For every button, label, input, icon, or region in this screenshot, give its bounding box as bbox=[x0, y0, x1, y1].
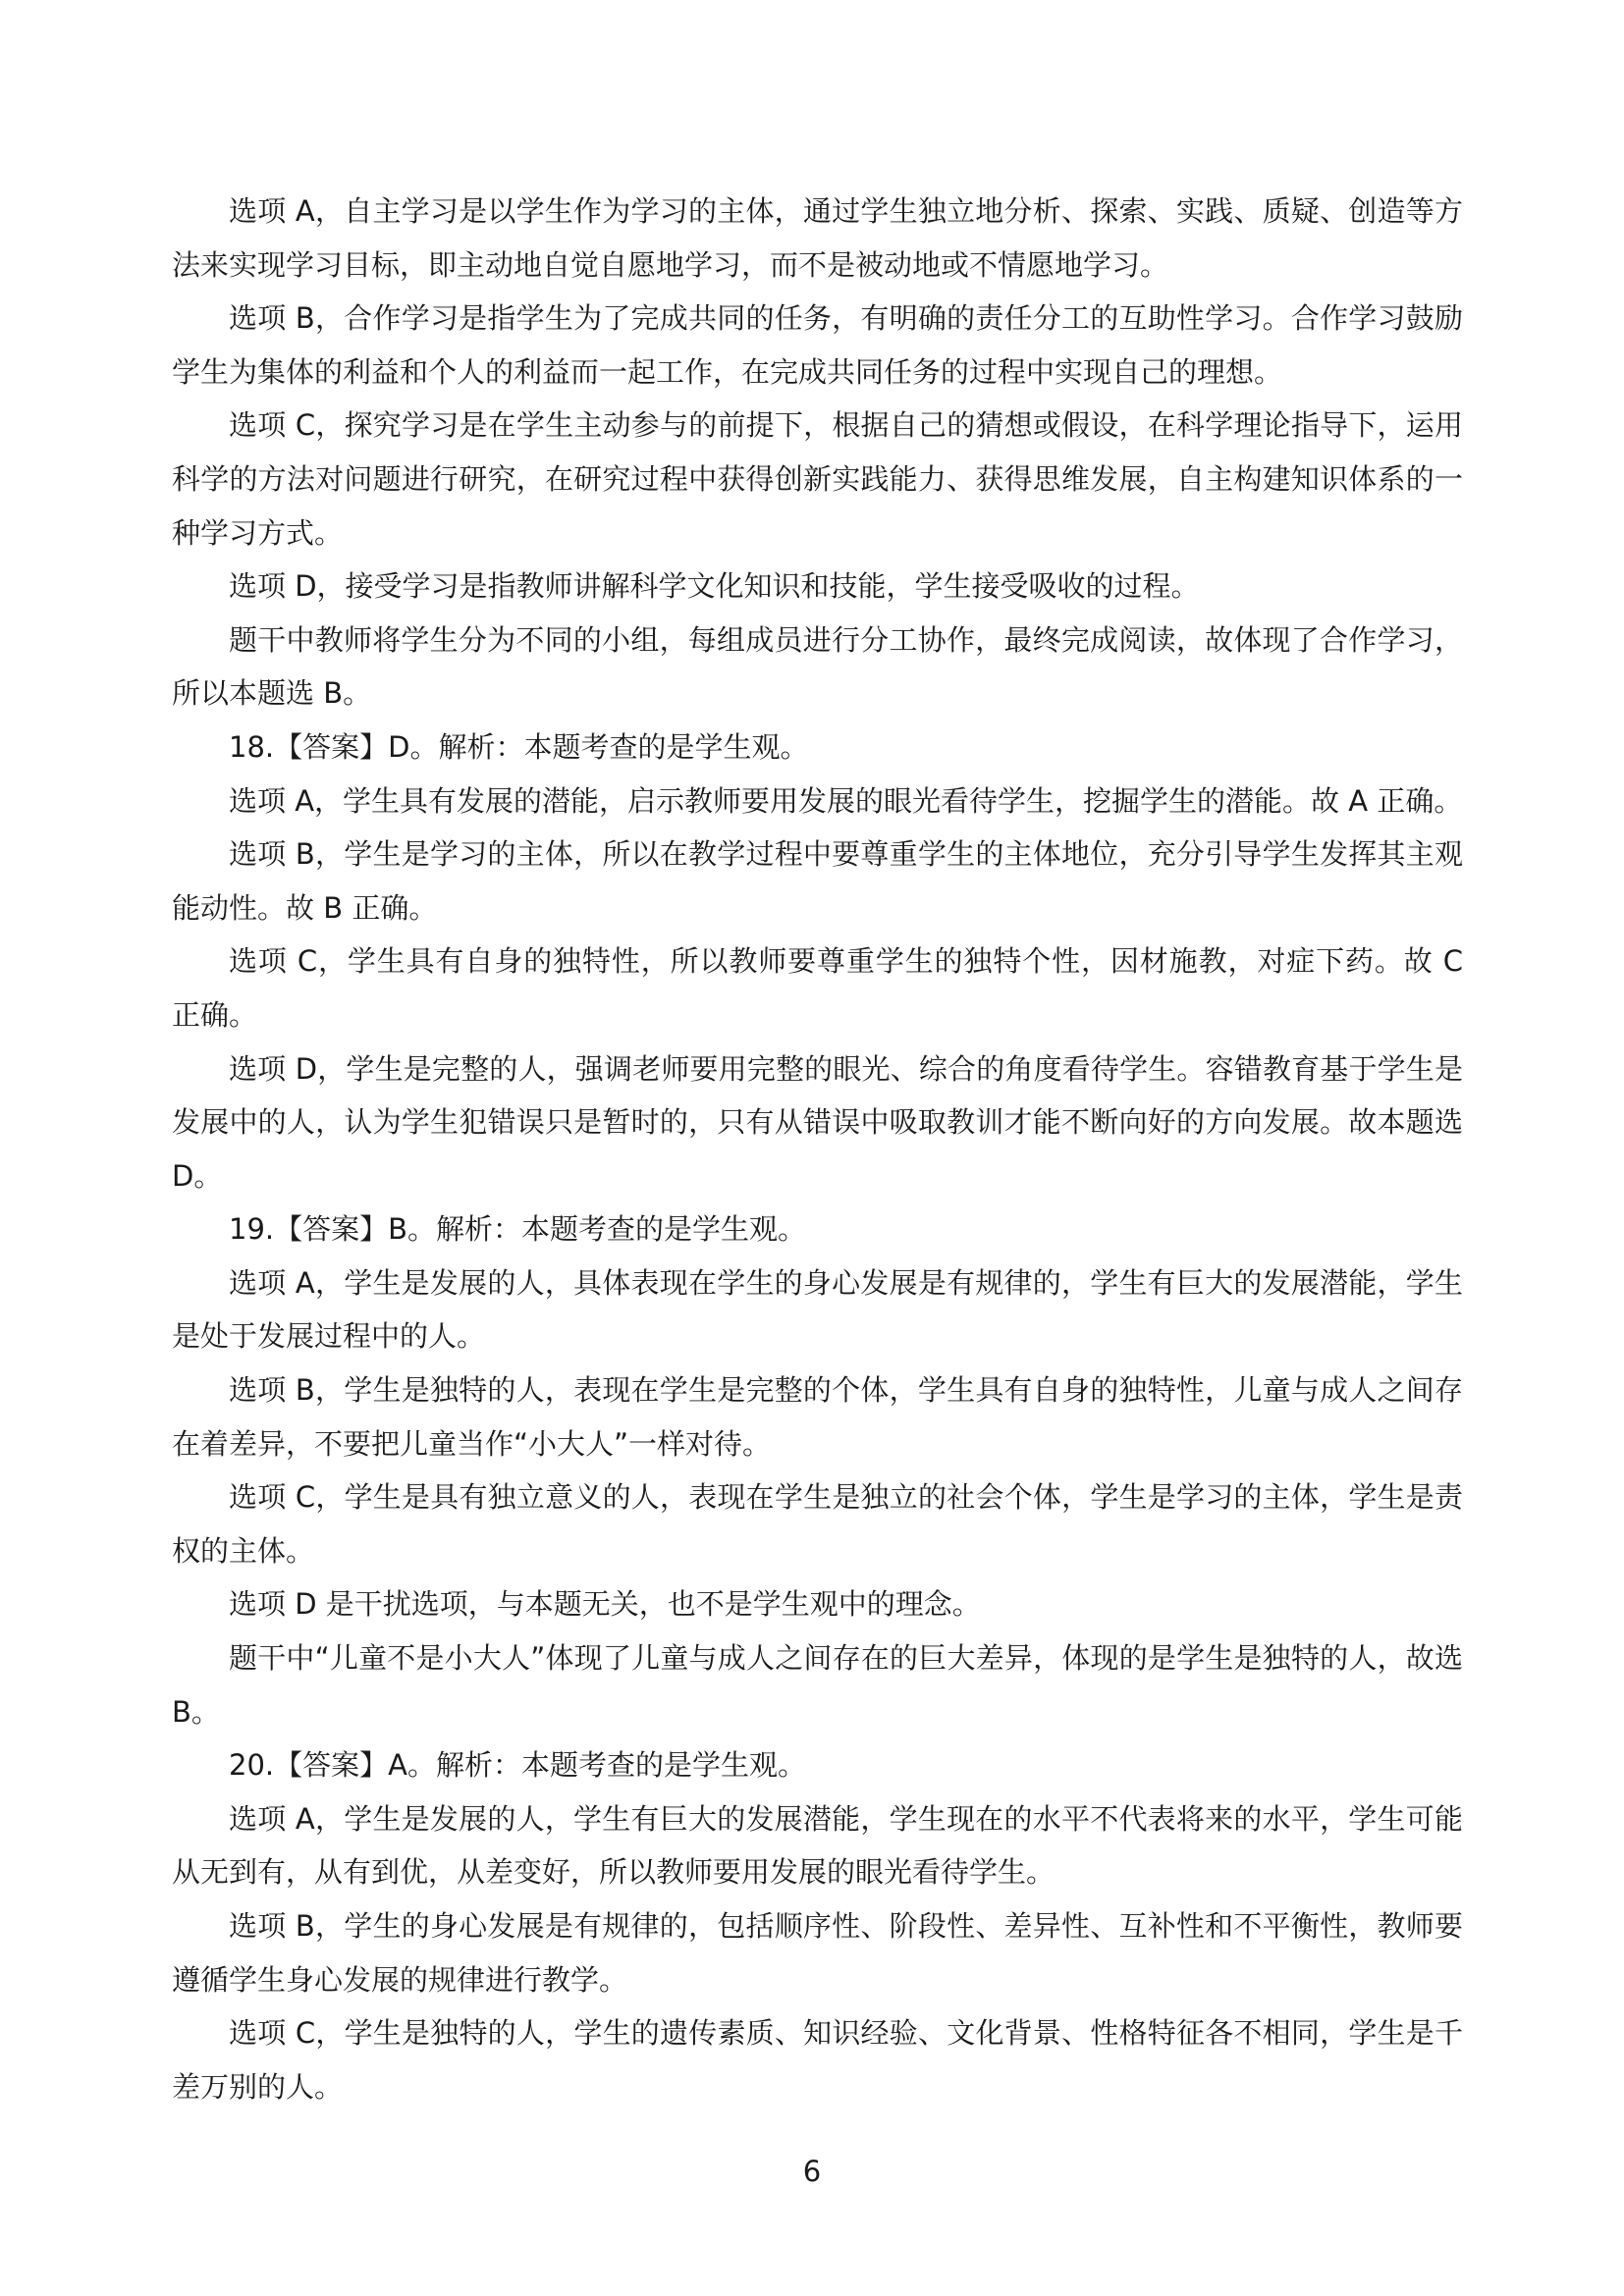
paragraph: 选项 B，学生的身心发展是有规律的，包括顺序性、阶段性、差异性、互补性和不平衡性，教师要遵循学生身心发展的规律进行教学。 bbox=[172, 1909, 1463, 1997]
paragraph: 选项 B，学生是独特的人，表现在学生是完整的个体，学生具有自身的独特性，儿童与成人之间存在着差异，不要把儿童当作“小大人”一样对待。 bbox=[172, 1373, 1463, 1461]
paragraph: 选项 A，自主学习是以学生作为学习的主体，通过学生独立地分析、探索、实践、质疑、创造等方法来实现学习目标，即主动地自觉自愿地学习，而不是被动地或不情愿地学习。 bbox=[172, 194, 1463, 282]
paragraph: 选项 D 是干扰选项，与本题无关，也不是学生观中的理念。 bbox=[229, 1587, 981, 1622]
paragraph: 题干中“儿童不是小大人”体现了儿童与成人之间存在的巨大差异，体现的是学生是独特的人，故选 B。 bbox=[172, 1641, 1463, 1729]
paragraph: 19.【答案】B。解析：本题考查的是学生观。 bbox=[229, 1212, 807, 1247]
paragraph: 20.【答案】A。解析：本题考查的是学生观。 bbox=[229, 1748, 806, 1783]
paragraph: 选项 D，接受学习是指教师讲解科学文化知识和技能，学生接受吸收的过程。 bbox=[229, 569, 1200, 604]
page-number: 6 bbox=[802, 2155, 822, 2188]
paragraph: 选项 C，探究学习是在学生主动参与的前提下，根据自己的猜想或假设，在科学理论指导下，运用科学的方法对问题进行研究，在研究过程中获得创新实践能力、获得思维发展，自主构建知识体系的一种学习方式。 bbox=[172, 408, 1463, 550]
paragraph: 选项 A，学生是发展的人，学生有巨大的发展潜能，学生现在的水平不代表将来的水平，学生可能从无到有，从有到优，从差变好，所以教师要用发展的眼光看待学生。 bbox=[172, 1801, 1463, 1890]
paragraph: 选项 B，合作学习是指学生为了完成共同的任务，有明确的责任分工的互助性学习。合作学习鼓励学生为集体的利益和个人的利益而一起工作，在完成共同任务的过程中实现自己的理想。 bbox=[172, 301, 1463, 389]
paragraph: 选项 C，学生是独特的人，学生的遗传素质、知识经验、文化背景、性格特征各不相同，学生是千差万别的人。 bbox=[172, 2016, 1463, 2104]
paragraph: 选项 D，学生是完整的人，强调老师要用完整的眼光、综合的角度看待学生。容错教育基于学生是发展中的人，认为学生犯错误只是暂时的，只有从错误中吸取教训才能不断向好的方向发展。故本题选 D。 bbox=[172, 1051, 1463, 1193]
paragraph: 18.【答案】D。解析：本题考查的是学生观。 bbox=[229, 729, 809, 764]
paragraph: 选项 A，学生具有发展的潜能，启示教师要用发展的眼光看待学生，挖掘学生的潜能。故 A 正确。 bbox=[229, 783, 1463, 818]
page-body bbox=[172, 185, 1463, 2113]
paragraph: 选项 C，学生是具有独立意义的人，表现在学生是独立的社会个体，学生是学习的主体，学生是责权的主体。 bbox=[172, 1480, 1463, 1568]
paragraph: 题干中教师将学生分为不同的小组，每组成员进行分工协作，最终完成阅读，故体现了合作学习，所以本题选 B。 bbox=[172, 622, 1463, 711]
paragraph: 选项 A，学生是发展的人，具体表现在学生的身心发展是有规律的，学生有巨大的发展潜能，学生是处于发展过程中的人。 bbox=[172, 1265, 1463, 1354]
paragraph: 选项 C，学生具有自身的独特性，所以教师要尊重学生的独特个性，因材施教，对症下药。故 C 正确。 bbox=[172, 944, 1463, 1032]
paragraph: 选项 B，学生是学习的主体，所以在教学过程中要尊重学生的主体地位，充分引导学生发挥其主观能动性。故 B 正确。 bbox=[172, 837, 1463, 925]
